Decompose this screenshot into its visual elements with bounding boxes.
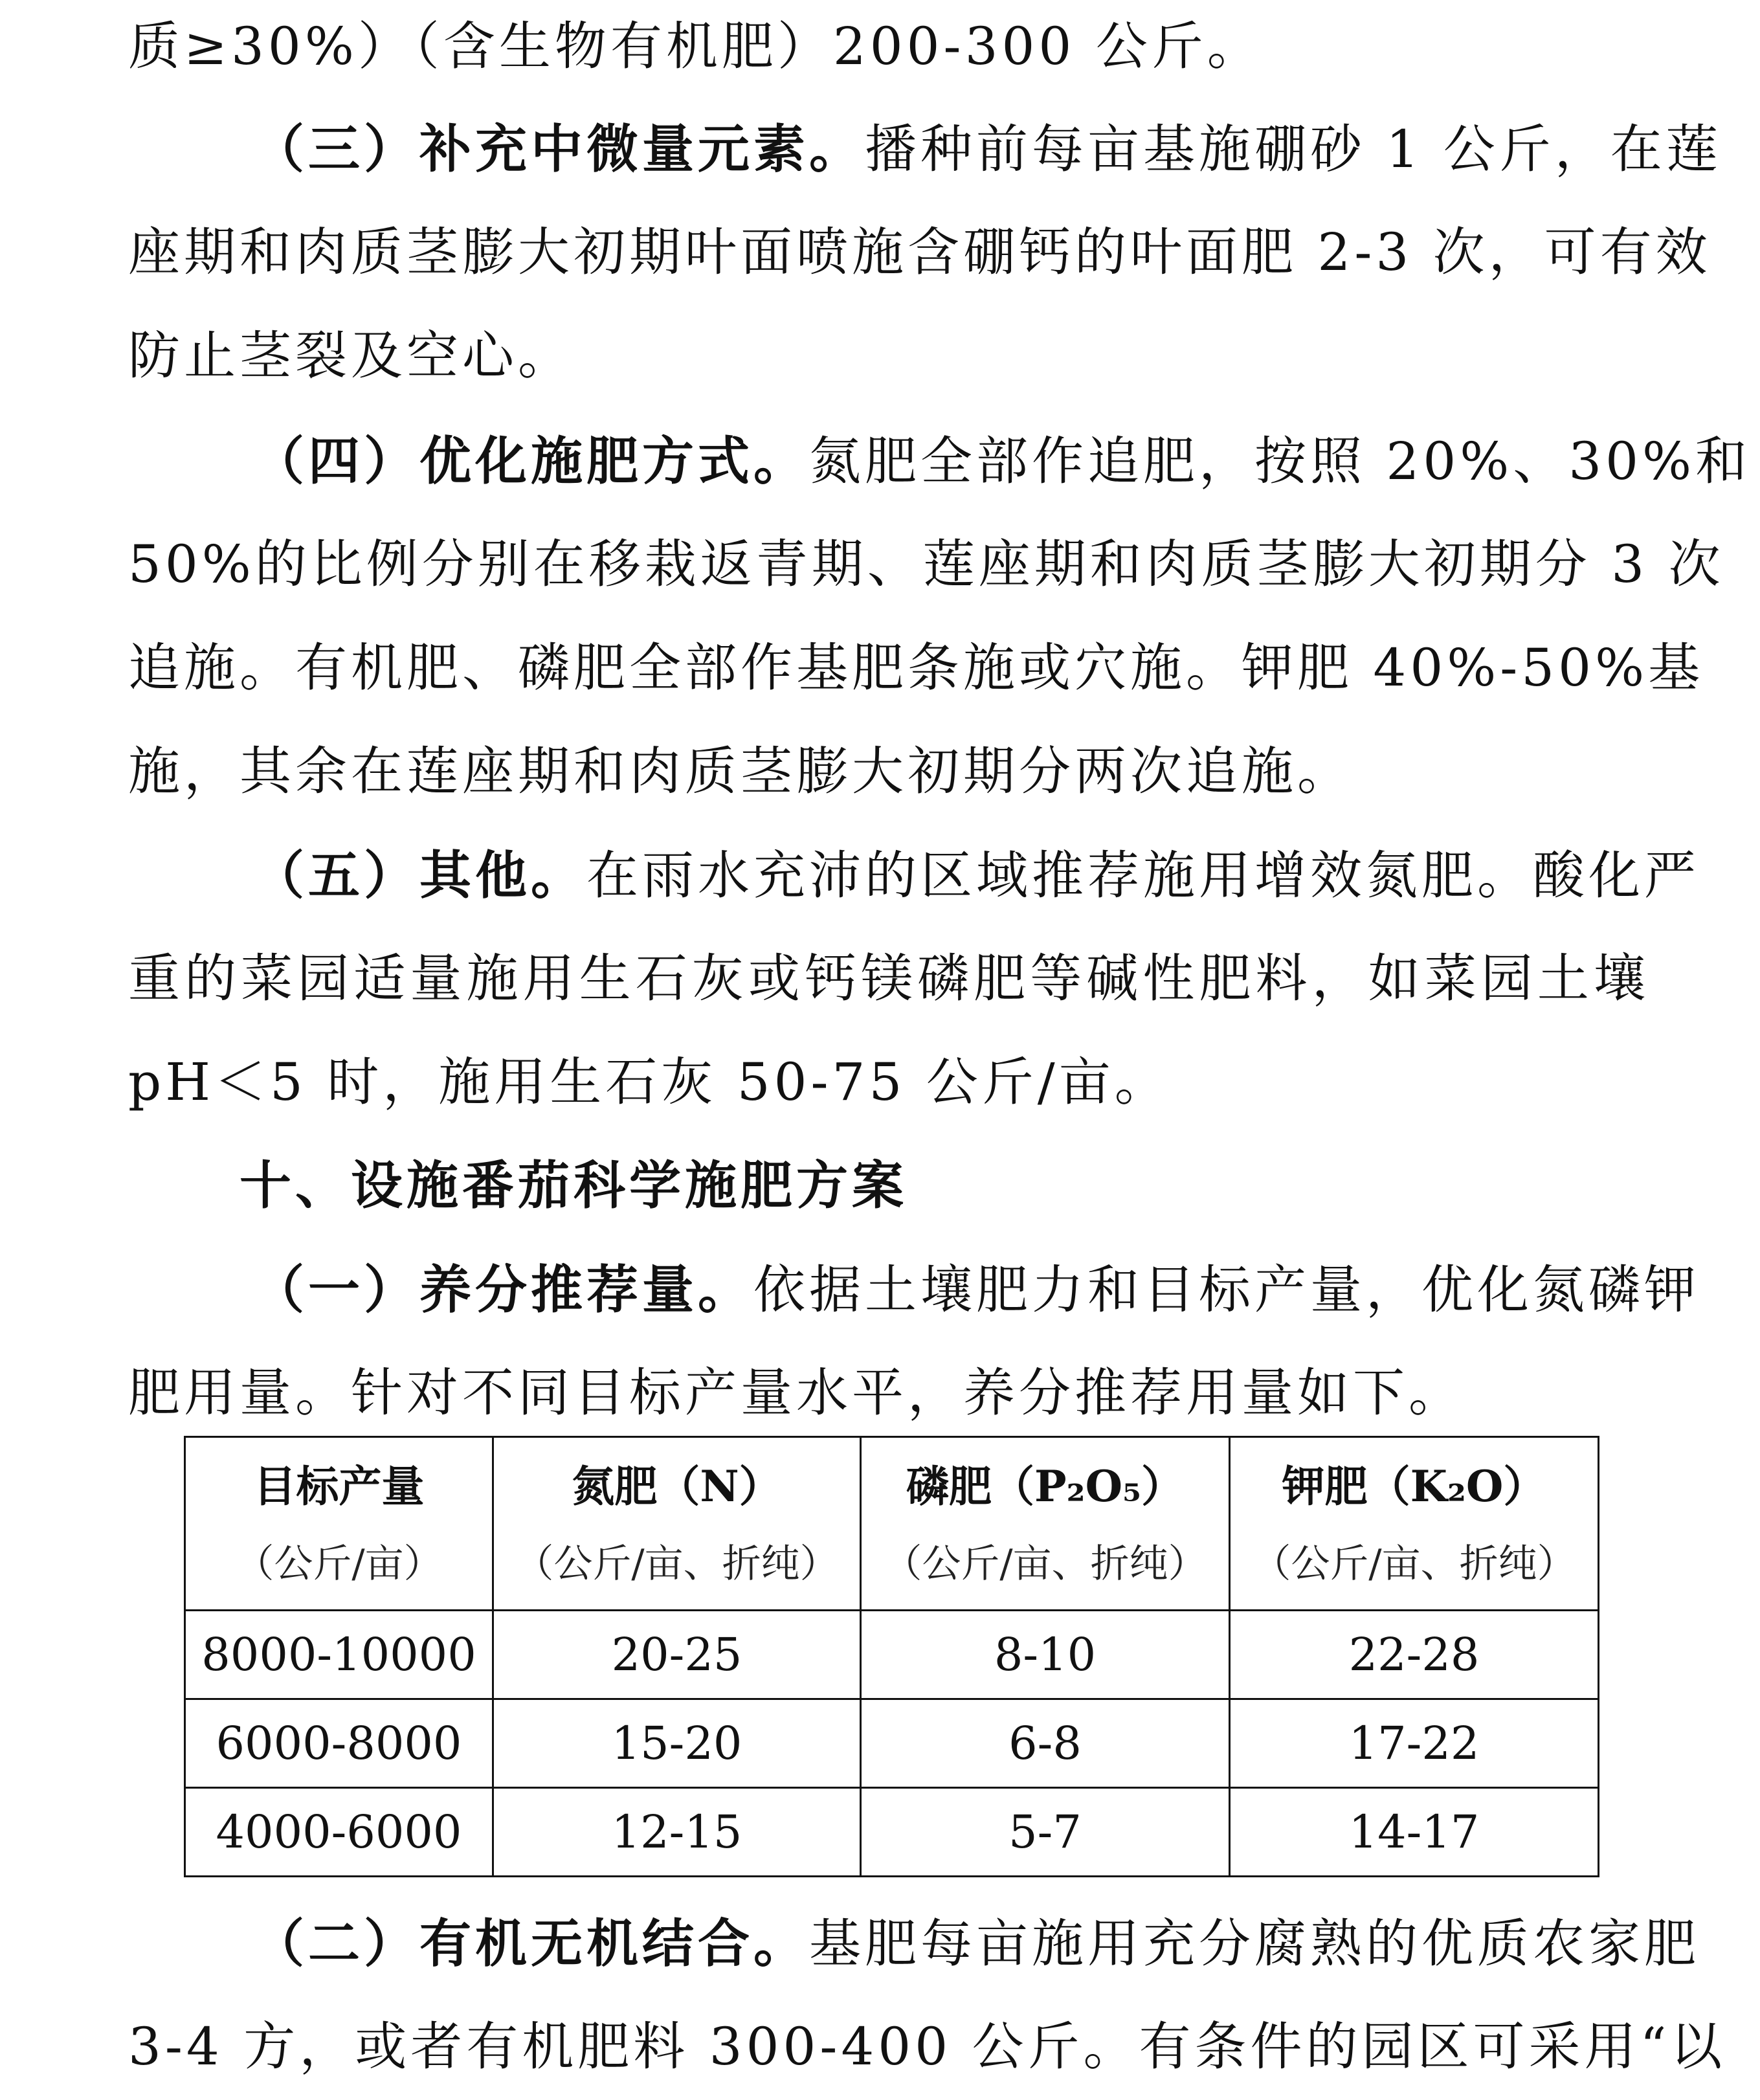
paragraph-line: 座期和肉质茎膨大初期叶面喷施含硼钙的叶面肥 2-3 次，可有效 [128, 222, 1711, 282]
paragraph-line: （一）养分推荐量。依据土壤肥力和目标产量，优化氮磷钾 [252, 1259, 1700, 1320]
table-header-cell: 目标产量 （公斤/亩） [185, 1437, 493, 1611]
paragraph-line: 追施。有机肥、磷肥全部作基肥条施或穴施。钾肥 40%-50%基 [128, 638, 1704, 698]
table-cell: 22-28 [1230, 1610, 1599, 1699]
table-header-cell: 氮肥（N） （公斤/亩、折纯） [493, 1437, 861, 1611]
table-cell: 8-10 [861, 1610, 1230, 1699]
section-lead: （五）其他。 [252, 845, 586, 906]
paragraph-line: 重的菜园适量施用生石灰或钙镁磷肥等碱性肥料，如菜园土壤 [128, 948, 1649, 1009]
table-cell: 20-25 [493, 1610, 861, 1699]
table-header-cell: 磷肥（P₂O₅） （公斤/亩、折纯） [861, 1437, 1230, 1611]
table-cell: 6-8 [861, 1699, 1230, 1787]
table-row [185, 1699, 1599, 1787]
table-header-row [185, 1437, 1599, 1611]
paragraph-line: 3-4 方，或者有机肥料 300-400 公斤。有条件的园区可采用“以 [128, 2016, 1726, 2077]
paragraph-line: （五）其他。在雨水充沛的区域推荐施用增效氮肥。酸化严 [252, 845, 1700, 906]
table-cell: 8000-10000 [185, 1610, 493, 1699]
section-lead: （二）有机无机结合。 [252, 1913, 809, 1974]
paragraph-line: （三）补充中微量元素。播种前每亩基施硼砂 1 公斤，在莲 [252, 118, 1722, 179]
paragraph-line: 防止茎裂及空心。 [128, 326, 574, 386]
table-header-cell: 钾肥（K₂O） （公斤/亩、折纯） [1230, 1437, 1599, 1611]
table-cell: 4000-6000 [185, 1787, 493, 1876]
paragraph-line: 质≥30%）（含生物有机肥）200-300 公斤。 [128, 16, 1263, 76]
paragraph-line: 50%的比例分别在移栽返青期、莲座期和肉质茎膨大初期分 3 次 [128, 534, 1724, 594]
nutrient-recommendation-table [184, 1436, 1599, 1877]
table-cell: 14-17 [1230, 1787, 1599, 1876]
table-row [185, 1787, 1599, 1876]
table-cell: 5-7 [861, 1787, 1230, 1876]
paragraph-line: 肥用量。针对不同目标产量水平，养分推荐用量如下。 [128, 1363, 1464, 1423]
section-lead: （四）优化施肥方式。 [252, 430, 809, 491]
table-cell: 12-15 [493, 1787, 861, 1876]
table-cell: 15-20 [493, 1699, 861, 1787]
section-heading: 十、设施番茄科学施肥方案 [239, 1156, 908, 1216]
paragraph-line: （二）有机无机结合。基肥每亩施用充分腐熟的优质农家肥 [252, 1913, 1700, 1974]
section-lead: （一）养分推荐量。 [252, 1259, 753, 1320]
section-lead: （三）补充中微量元素。 [252, 118, 865, 179]
table-cell: 6000-8000 [185, 1699, 493, 1787]
paragraph-line: 施，其余在莲座期和肉质茎膨大初期分两次追施。 [128, 741, 1353, 801]
table-cell: 17-22 [1230, 1699, 1599, 1787]
table-row [185, 1610, 1599, 1699]
paragraph-line: （四）优化施肥方式。氮肥全部作追肥，按照 20%、30%和 [252, 430, 1752, 491]
paragraph-line: pH＜5 时，施用生石灰 50-75 公斤/亩。 [128, 1052, 1170, 1112]
